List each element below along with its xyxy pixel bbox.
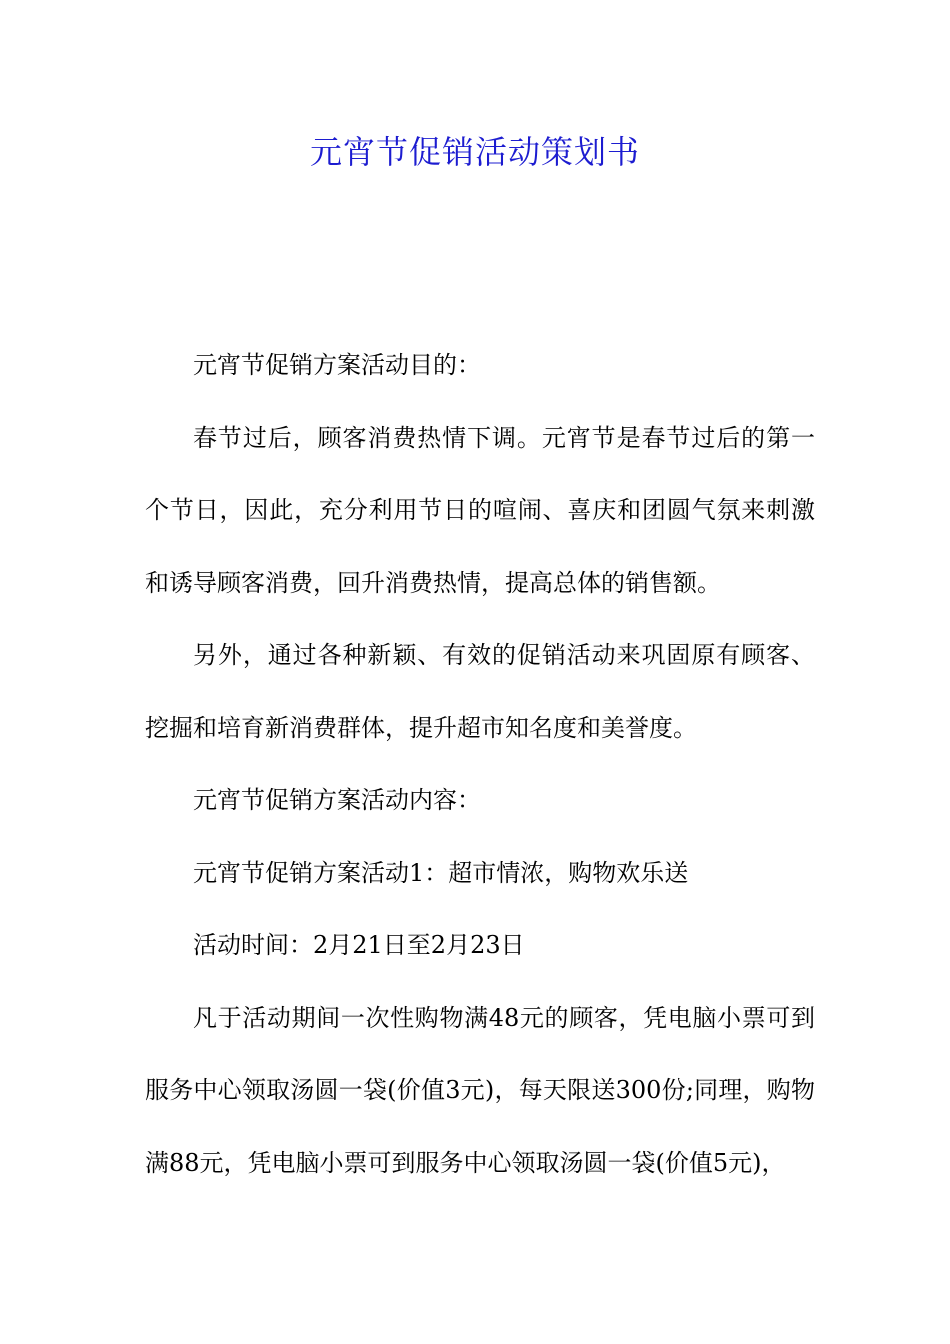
document-body (145, 329, 815, 1199)
paragraph-content-heading: 元宵节促销方案活动内容： (193, 786, 481, 814)
paragraph-activity-1-title: 元宵节促销方案活动1：超市情浓，购物欢乐送 (193, 858, 689, 887)
paragraph-activity-rules: 凡于活动期间一次性购物满48元的顾客，凭电脑小票可到服务中心领取汤圆一袋(价值3元)，每天限送300份;同理，购物满88元，凭电脑小票可到服务中心领取汤圆一袋(价值5元)， (145, 1003, 815, 1177)
paragraph-purpose-intro: 春节过后，顾客消费热情下调。元宵节是春节过后的第一个节日，因此，充分利用节日的喧闹、喜庆和团圆气氛来刺激和诱导顾客消费，回升消费热情，提高总体的销售额。 (145, 423, 815, 597)
paragraph-activity-time: 活动时间：2月21日至2月23日 (193, 931, 525, 959)
paragraph-purpose-extra: 另外，通过各种新颖、有效的促销活动来巩固原有顾客、挖掘和培育新消费群体，提升超市知名度和美誉度。 (145, 641, 815, 742)
paragraph-purpose-heading: 元宵节促销方案活动目的： (193, 351, 481, 379)
document-title: 元宵节促销活动策划书 (309, 133, 640, 171)
